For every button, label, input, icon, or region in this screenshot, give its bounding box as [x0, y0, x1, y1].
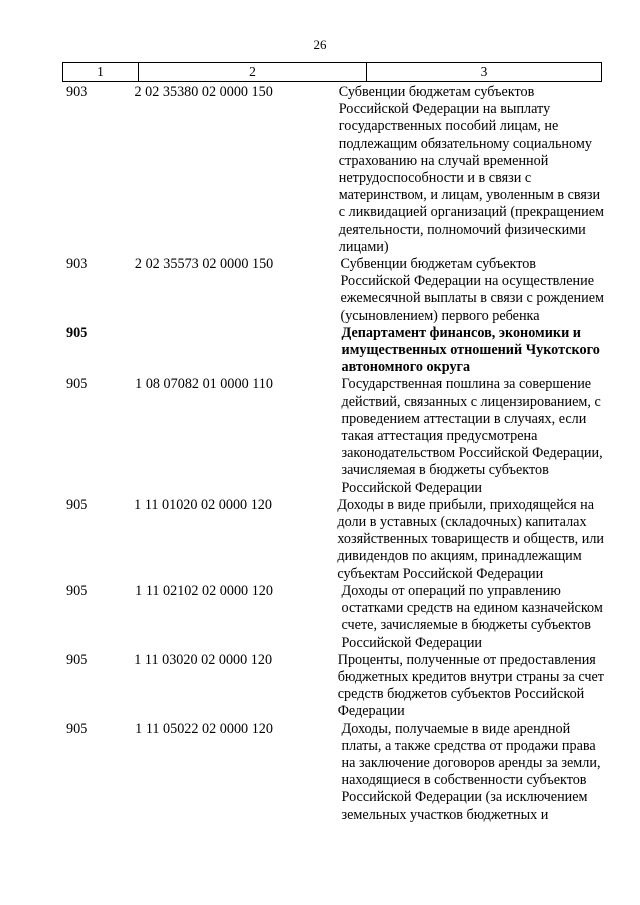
description-line: на заключение договоров аренды за земли,	[341, 754, 601, 771]
table-row	[64, 721, 604, 824]
admin-code: 905	[66, 720, 88, 737]
description-line: остатками средств на едином казначейском	[341, 600, 603, 617]
description-line: нетрудоспособности и в связи с	[338, 170, 532, 187]
description-line: ежемесячной выплаты в связи с рождением	[340, 290, 604, 307]
budget-classification-code: 1 11 01020 02 0000 120	[134, 496, 272, 513]
description-line: Российской Федерации (за исключением	[341, 789, 588, 806]
description-line: бюджетных кредитов внутри страны за счет	[337, 668, 604, 685]
description-line: автономного округа	[341, 359, 471, 376]
description-line: с ликвидацией организаций (прекращением	[338, 204, 604, 221]
description-line: подлежащим обязательному социальному	[338, 135, 592, 152]
description-line: лицами)	[338, 238, 389, 255]
description	[342, 583, 604, 652]
description	[338, 652, 604, 721]
page-number: 26	[313, 37, 327, 52]
admin-code: 903	[66, 84, 88, 100]
description-line: Российской Федерации	[341, 479, 482, 496]
table-row	[64, 652, 604, 721]
description-line: Российской Федерации на осуществление	[340, 273, 595, 290]
description-line: (усыновлением) первого ребенка	[340, 307, 540, 324]
description	[337, 497, 604, 583]
table-row	[64, 583, 604, 652]
description-line: Доходы от операций по управлению	[341, 582, 561, 599]
admin-code: 905	[66, 324, 88, 341]
description-line: Федерации	[337, 703, 405, 720]
description-line: страхованию на случай временной	[338, 152, 549, 169]
budget-classification-code: 1 11 03020 02 0000 120	[134, 651, 273, 668]
budget-classification-code: 1 11 05022 02 0000 120	[135, 720, 273, 737]
description-line: доли в уставных (складочных) капиталах	[337, 514, 587, 531]
admin-code: 903	[66, 256, 88, 273]
budget-classification-code: 2 02 35573 02 0000 150	[134, 256, 274, 273]
description-line: зачисляемая в бюджеты субъектов	[341, 462, 549, 479]
description-line: проведением аттестации в случаях, если	[341, 410, 587, 427]
description-line: Субвенции бюджетам субъектов	[340, 256, 536, 273]
header-col-2: 2	[139, 63, 367, 81]
description-line: счете, зачисляемые в бюджеты субъектов	[341, 617, 591, 634]
description-line: материнством, и лицам, уволенным в связи	[338, 187, 601, 204]
budget-classification-code: 1 08 07082 01 0000 110	[135, 376, 273, 393]
description-line: законодательством Российской Федерации,	[341, 445, 603, 462]
table-header	[62, 62, 602, 82]
budget-classification-code	[131, 325, 341, 377]
description-line: дивидендов по акциям, принадлежащим	[337, 548, 582, 565]
description-line: государственных пособий лицам, не	[338, 118, 559, 135]
admin-code: 905	[66, 376, 88, 393]
description-line: Доходы в виде прибыли, приходящейся на	[337, 496, 595, 513]
description-line: деятельности, полномочий физическими	[338, 221, 586, 238]
description-line: Российской Федерации	[341, 634, 482, 651]
description	[342, 376, 604, 496]
admin-code: 905	[66, 582, 88, 599]
description-line: действий, связанных с лицензированием, с	[341, 393, 601, 410]
description	[342, 325, 604, 377]
description-line: субъектам Российской Федерации	[337, 565, 544, 582]
description-line: имущественных отношений Чукотского	[341, 342, 600, 359]
table-body	[64, 84, 604, 824]
admin-code: 905	[66, 651, 88, 668]
admin-code: 905	[66, 496, 88, 513]
description-line: находящиеся в собственности субъектов	[341, 772, 587, 789]
description-line: Российской Федерации на выплату	[338, 101, 551, 118]
table-row	[64, 256, 604, 325]
table-row	[64, 84, 604, 256]
description	[339, 84, 604, 256]
description-line: Субвенции бюджетам субъектов	[338, 84, 535, 100]
description-line: Департамент финансов, экономики и	[341, 324, 581, 341]
description-line: Государственная пошлина за совершение	[341, 376, 592, 393]
table-row	[64, 325, 604, 377]
description-line: Проценты, полученные от предоставления	[337, 651, 596, 668]
budget-classification-code: 2 02 35380 02 0000 150	[134, 84, 273, 100]
table-row	[64, 376, 604, 496]
table-row	[64, 497, 604, 583]
description-line: платы, а также средства от продажи права	[341, 737, 596, 754]
description	[340, 256, 604, 325]
description-line: земельных участков бюджетных и	[341, 806, 549, 823]
description-line: такая аттестация предусмотрена	[341, 428, 538, 445]
header-col-1: 1	[63, 63, 139, 81]
budget-classification-code: 1 11 02102 02 0000 120	[135, 582, 273, 599]
description-line: хозяйственных товариществ и обществ, или	[337, 531, 604, 548]
description-line: средств бюджетов субъектов Российской	[337, 686, 585, 703]
header-col-3: 3	[480, 64, 488, 79]
description	[342, 721, 604, 824]
description-line: Доходы, получаемые в виде арендной	[341, 720, 571, 737]
